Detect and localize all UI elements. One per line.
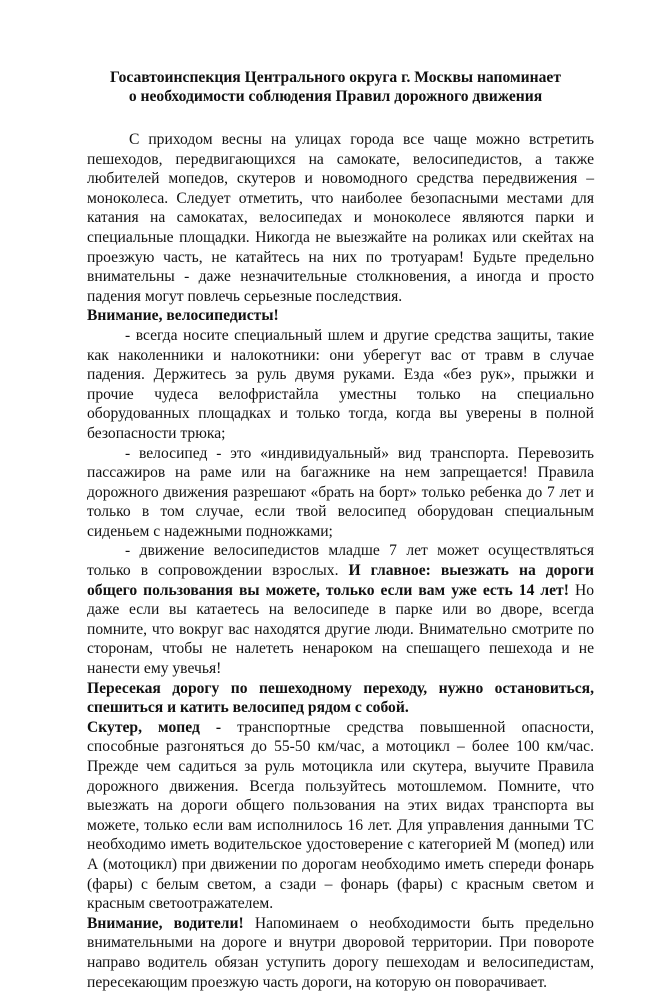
cyclists-heading: Внимание, велосипедисты! <box>87 307 279 325</box>
bullet3-bold: И главное: выезжать на дороги общего пользования вы можете, только если вам уже есть 14 лет! <box>87 562 594 599</box>
scooter-paragraph <box>87 718 594 914</box>
title-line-2: о необходимости соблюдения Правил дорожного движения <box>128 88 543 105</box>
bullet3-end: Но даже если вы катаетесь на велосипеде в парке или во дворе, всегда помните, что вокруг вас находятся другие люди. Внимательно смотрите по сторонам, чтобы не налететь ненароком на спешащего пешехода и не нанести ему увечья! <box>87 581 594 678</box>
drivers-heading: Внимание, водители! <box>87 914 244 932</box>
title-line-1: Госавтоинспекция Центрального округа г. Москвы напоминает <box>110 69 561 86</box>
scooter-heading: Скутер, мопед - <box>87 718 222 736</box>
cyclists-bullet-helmet: - всегда носите специальный шлем и другие средства защиты, такие как наколенники и налокотники: они уберегут вас от травм в случае падения. Держитесь за руль двумя руками. Езда «без рук», прыжки и прочие чудеса велофристайла уместны только на специально оборудованных площадках и только тогда, когда вы уверены в полной безопасности трюка; <box>87 326 594 442</box>
bullet3-start: - движение велосипедистов младше 7 лет может осуществляться только в сопровождении взрослых. <box>87 542 594 580</box>
drivers-paragraph <box>87 914 594 992</box>
crossing-rule: Пересекая дорогу по пешеходному переходу, нужно остановиться, спешиться и катить велосипед рядом с собой. <box>87 679 594 717</box>
cyclists-bullet-age <box>87 541 594 678</box>
drivers-text: Напоминаем о необходимости быть предельно внимательными на дороге и внутри дворовой территории. При повороте направо водитель обязан уступить дорогу пешеходам и велосипедистам, пересекающим проезжую часть дороги, на которую он поворачивает. <box>87 914 594 991</box>
scooter-text: транспортные средства повышенной опасности, способные разгоняться до 55-50 км/час, а мотоцикл – более 100 км/час. Прежде чем садиться за руль мотоцикла или скутера, выучите Правила дорожного движения. Всегда пользуйтесь мотошлемом. Помните, что выезжать на дороги общего пользования на этих видах транспорта вы можете, только если вам исполнилось 16 лет. Для управления данными ТС необходимо иметь водительское удостоверение с категорией М (мопед) или А (мотоцикл) при движении по дорогам необходимо иметь спереди фонарь (фары) с белым светом, а сзади – фонарь (фары) с красным светом и красным светоотражателем. <box>87 718 594 913</box>
document-title <box>87 68 594 106</box>
intro-paragraph: С приходом весны на улицах города все чаще можно встретить пешеходов, передвигающихся на самокате, велосипедистов, а также любителей мопедов, скутеров и новомодного средства передвижения – моноколеса. Следует отметить, что наиболее безопасными местами для катания на самокатах, велосипедах и моноколесе являются парки и специальные площадки. Никогда не выезжайте на роликах или скейтах на проезжую часть, не катайтесь на них по тротуарам! Будьте предельно внимательны - даже незначительные столкновения, а иногда и просто падения могут повлечь серьезные последствия. <box>87 131 594 305</box>
cyclists-bullet-passengers: - велосипед - это «индивидуальный» вид транспорта. Перевозить пассажиров на раме или на багажнике на нем запрещается! Правила дорожного движения разрешают «брать на борт» только ребенка до 7 лет и только в том случае, если твой велосипед оборудован специальным сиденьем с надежными подножками; <box>87 444 594 540</box>
